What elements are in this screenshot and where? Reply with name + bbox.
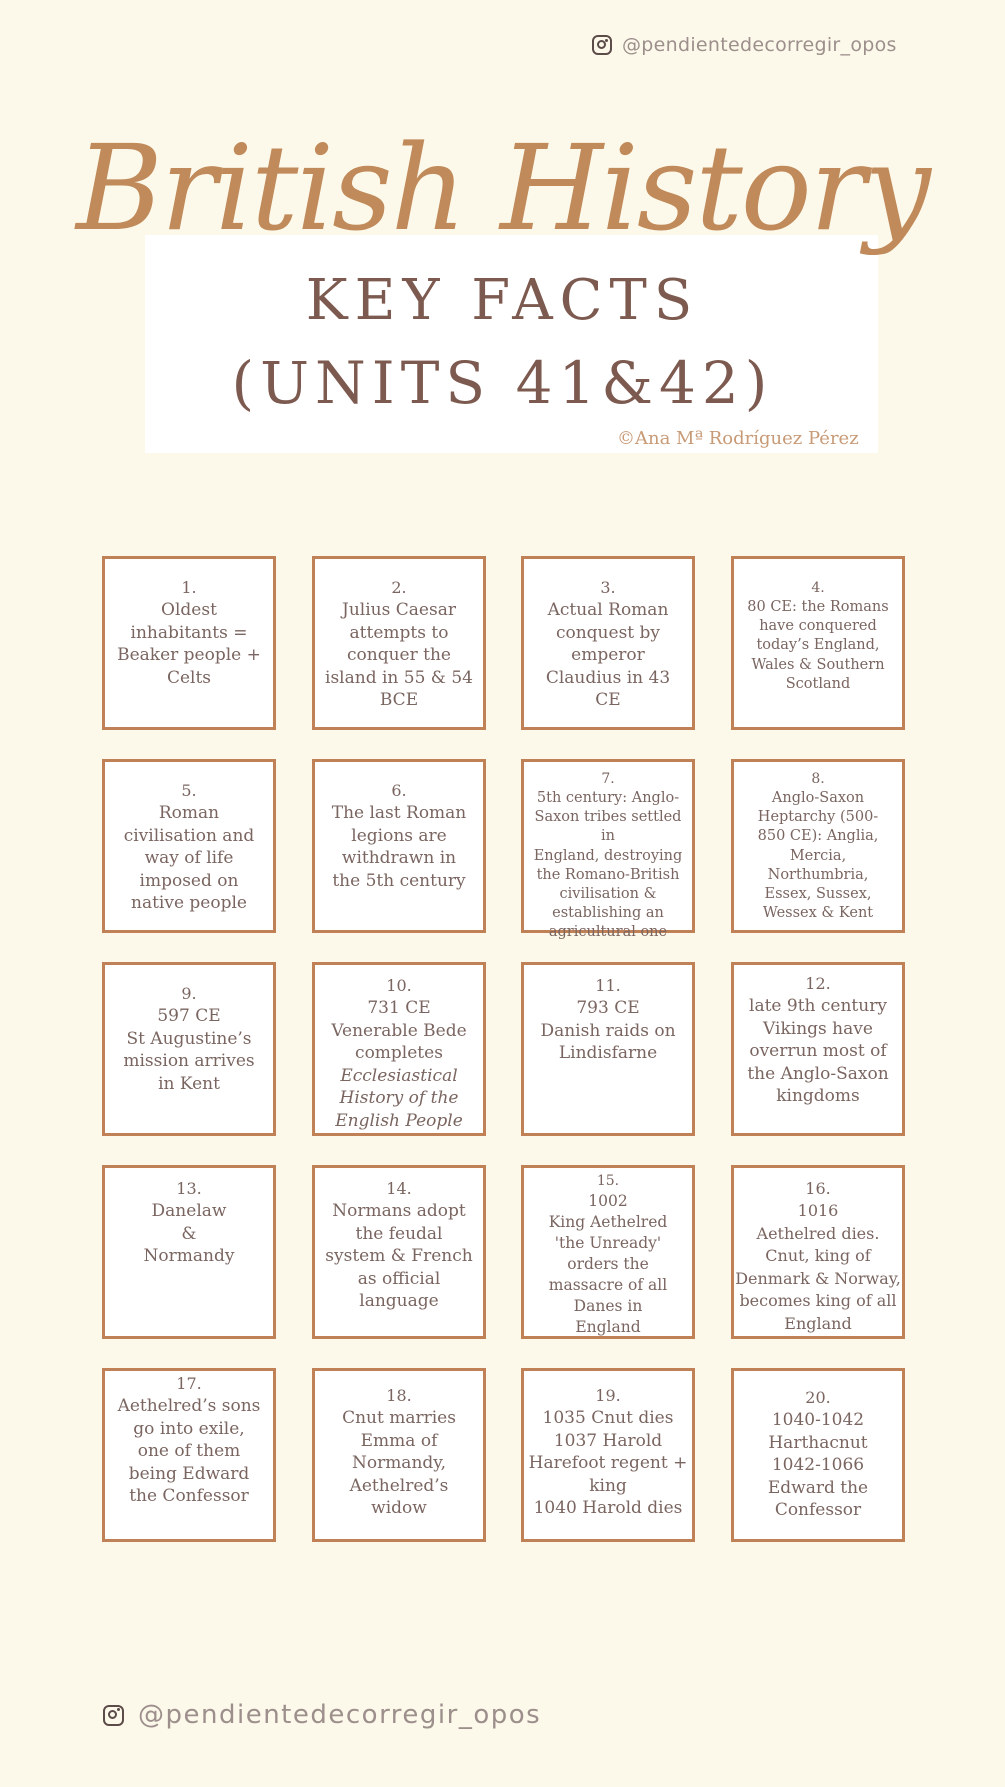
units-heading: (UNITS 41&42) (231, 349, 774, 417)
instagram-handle-text: @pendientedecorregir_opos (138, 1700, 542, 1730)
fact-text: 5th century: Anglo- Saxon tribes settled in England, destroying the Romano-British civilisation & establishing an agricultural one (533, 790, 683, 941)
fact-text: 793 CE Danish raids on Lindisfarne (540, 998, 676, 1063)
fact-number: 11. (595, 976, 621, 995)
script-title: British History (76, 119, 929, 257)
fact-number: 18. (386, 1386, 412, 1405)
fact-card (731, 1165, 905, 1339)
fact-card (731, 759, 905, 933)
fact-number: 15. (596, 1173, 620, 1189)
fact-text: 1002 King Aethelred 'the Unready' orders the massacre of all Danes in England (548, 1192, 668, 1336)
fact-number: 1. (181, 578, 197, 597)
fact-card (102, 1165, 276, 1339)
fact-card (102, 759, 276, 933)
fact-number: 4. (811, 580, 825, 596)
instagram-icon (592, 35, 612, 55)
fact-number: 13. (176, 1179, 202, 1198)
fact-text: Anglo-Saxon Heptarchy (500- 850 CE): Anglia, Mercia, Northumbria, Essex, Sussex, Wessex & Kent (757, 790, 879, 922)
fact-card (731, 556, 905, 730)
fact-number: 14. (386, 1179, 412, 1198)
instagram-handle-text: @pendientedecorregir_opos (622, 34, 897, 56)
fact-card (312, 1368, 486, 1542)
fact-text: 1035 Cnut dies 1037 Harold Harefoot regent + king 1040 Harold dies (528, 1408, 688, 1518)
fact-number: 8. (811, 771, 825, 787)
fact-text: Cnut marries Emma of Normandy, Aethelred’s widow (342, 1408, 456, 1518)
fact-card (521, 759, 695, 941)
fact-text: Roman civilisation and way of life imposed on native people (123, 803, 255, 913)
fact-number: 9. (181, 984, 197, 1003)
fact-card (521, 556, 695, 730)
key-facts-heading: KEY FACTS (305, 268, 700, 333)
fact-number: 2. (391, 578, 407, 597)
fact-card (521, 962, 695, 1136)
fact-text: 1016 Aethelred dies. Cnut, king of Denmark & Norway, becomes king of all England (735, 1201, 901, 1333)
fact-number: 5. (181, 781, 197, 800)
fact-number: 10. (386, 976, 412, 995)
fact-number: 6. (391, 781, 407, 800)
fact-number: 17. (176, 1374, 202, 1393)
fact-number: 3. (600, 578, 616, 597)
fact-text: The last Roman legions are withdrawn in the 5th century (331, 803, 467, 891)
fact-number: 12. (805, 974, 831, 993)
top-instagram-handle[interactable] (592, 32, 897, 58)
fact-text: 597 CE St Augustine’s mission arrives in Kent (123, 1006, 255, 1094)
fact-card (731, 1368, 905, 1542)
fact-card (312, 962, 486, 1136)
fact-card (312, 759, 486, 933)
bottom-instagram-handle[interactable] (103, 1700, 541, 1730)
fact-text: 731 CE Venerable Bede completes (331, 998, 467, 1063)
fact-card (312, 1165, 486, 1339)
fact-card (731, 962, 905, 1136)
fact-text: Oldest inhabitants = Beaker people + Celts (117, 600, 261, 688)
fact-text: 80 CE: the Romans have conquered today’s England, Wales & Southern Scotland (747, 599, 889, 692)
fact-text-italic: Ecclesiastical History of the English People (335, 1065, 463, 1131)
fact-text: late 9th century Vikings have overrun most of the Anglo-Saxon kingdoms (747, 996, 889, 1106)
fact-card (102, 962, 276, 1136)
fact-card (102, 1368, 276, 1542)
fact-number: 7. (601, 771, 615, 787)
fact-text: Normans adopt the feudal system & French as official language (325, 1201, 473, 1311)
fact-text: 1040-1042 Harthacnut 1042-1066 Edward the Confessor (767, 1410, 869, 1520)
fact-card (521, 1165, 695, 1339)
author-credit: ©Ana Mª Rodríguez Pérez (617, 428, 859, 449)
fact-card (521, 1368, 695, 1542)
fact-card (102, 556, 276, 730)
fact-number: 19. (595, 1386, 621, 1405)
fact-text: Julius Caesar attempts to conquer the island in 55 & 54 BCE (325, 600, 473, 710)
instagram-icon (103, 1705, 124, 1726)
fact-text: Actual Roman conquest by emperor Claudius in 43 CE (545, 600, 671, 710)
fact-number: 20. (805, 1388, 831, 1407)
fact-text: Danelaw & Normandy (143, 1201, 235, 1266)
fact-text: Aethelred’s sons go into exile, one of them being Edward the Confessor (117, 1396, 261, 1506)
fact-number: 16. (805, 1179, 831, 1198)
fact-card (312, 556, 486, 730)
